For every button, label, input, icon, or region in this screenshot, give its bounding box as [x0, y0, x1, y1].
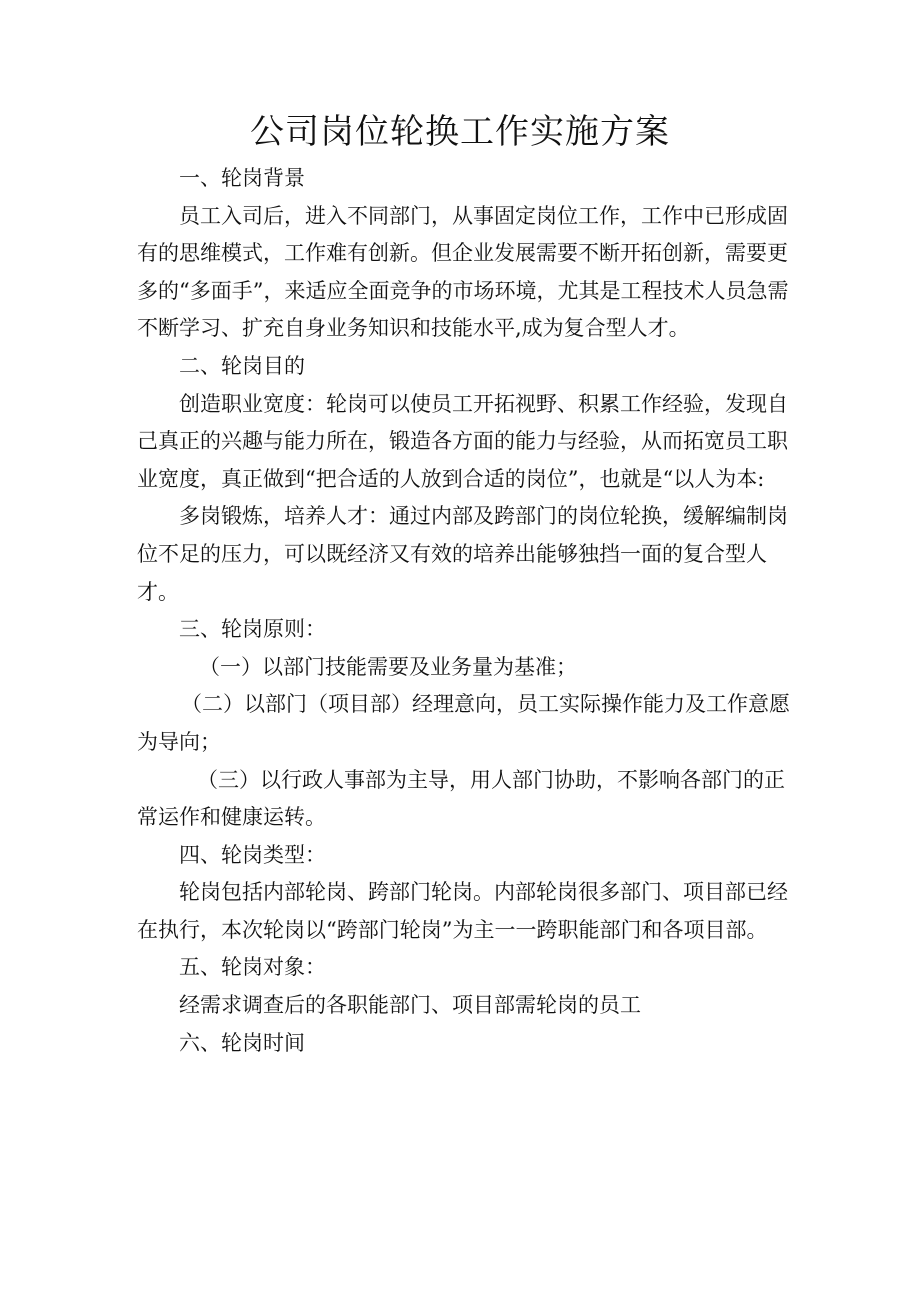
section-heading-types: 四、轮岗类型： [179, 842, 326, 867]
paragraph-targets: 经需求调查后的各职能部门、项目部需轮岗的员工 [179, 993, 641, 1018]
principle-item-1: （一）以部门技能需要及业务量为基准； [199, 654, 577, 679]
paragraph-multi-post-training: 多岗锻炼，培养人才：通过内部及跨部门的岗位轮换，缓解编制岗位不足的压力，可以既经济又有效的培养出能够独挡一面的复合型人才。 [137, 504, 788, 604]
section-heading-purpose: 二、轮岗目的 [179, 353, 305, 378]
section-heading-targets: 五、轮岗对象： [179, 955, 326, 980]
section-heading-principles: 三、轮岗原则： [179, 617, 326, 642]
document-title: 公司岗位轮换工作实施方案 [250, 112, 670, 152]
document-body [137, 160, 797, 1062]
paragraph-types: 轮岗包括内部轮岗、跨部门轮岗。内部轮岗很多部门、项目部已经在执行，本次轮岗以“跨部门轮岗”为主一一跨职能部门和各项目部。 [137, 880, 788, 942]
principle-item-2: （二）以部门（项目部）经理意向，员工实际操作能力及工作意愿为导向； [137, 692, 790, 754]
paragraph-career-width: 创造职业宽度：轮岗可以使员工开拓视野、积累工作经验，发现自己真正的兴趣与能力所在，锻造各方面的能力与经验，从而拓宽员工职业宽度，真正做到“把合适的人放到合适的岗位”，也就是“以人为本: [137, 391, 788, 491]
section-heading-time: 六、轮岗时间 [179, 1030, 305, 1055]
principle-item-3: （三）以行政人事部为主导，用人部门协助，不影响各部门的正常运作和健康运转。 [137, 767, 785, 830]
paragraph-background: 员工入司后，进入不同部门，从事固定岗位工作，工作中已形成固有的思维模式，工作难有创新。但企业发展需要不断开拓创新，需要更多的“多面手”，来适应全面竞争的市场环境，尤其是工程技术人员急需不断学习、扩充自身业务知识和技能水平,成为复合型人才。 [137, 203, 789, 341]
section-heading-background: 一、轮岗背景 [179, 166, 305, 190]
